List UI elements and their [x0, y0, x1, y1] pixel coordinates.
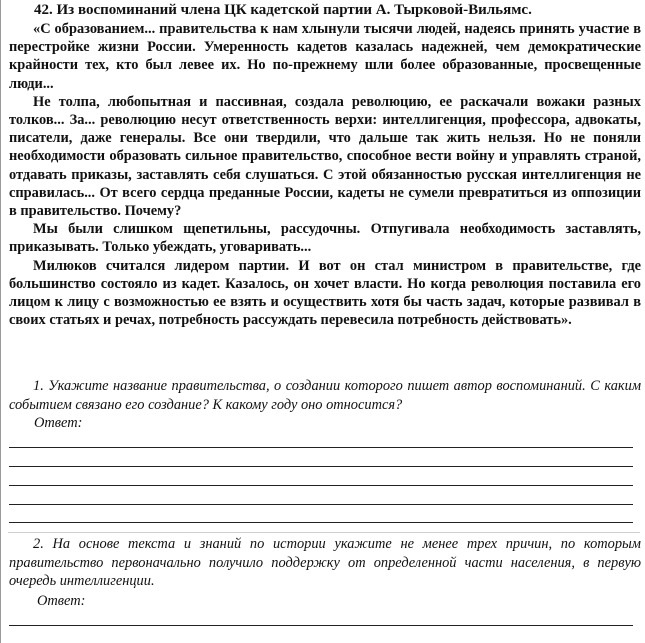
answer-line[interactable] — [9, 447, 633, 448]
source-paragraph: «С образованием... правительства к нам хлынули тысячи людей, надеясь принять участие в перестройке жизни России. Умеренность кадетов казалась надежней, чем демократические крайности тех, кто был левее их. Но по-прежнему шли более образованные, просвещенные люди... — [9, 21, 641, 92]
answer-label: Ответ: — [37, 593, 86, 609]
question-text: 2. На основе текста и знаний по истории укажите не менее трех причин, по которым правительство первоначально получило поддержку от определенной части населения, в первую очередь интеллигенции. — [9, 536, 641, 589]
question-1 — [9, 377, 641, 414]
source-text — [9, 20, 641, 329]
answer-line[interactable] — [9, 485, 633, 486]
section-divider — [8, 532, 640, 533]
source-paragraph: Мы были слишком щепетильны, рассудочны. Отпугивала необходимость заставлять, приказывать. Только убеждать, уговаривать... — [9, 221, 641, 256]
question-2 — [9, 535, 641, 591]
source-paragraph: Не толпа, любопытная и пассивная, создала революцию, ее раскачали вожаки разных толков... За... революцию несут ответственность верхи: интеллигенция, профессора, адвокаты, писатели, даже генералы. Все они твердили, что дальше так жить нельзя. Но не поняли необходимости образовать сильное правительство, способное вести войну и управлять страной, отдавать приказы, заставлять себя слушаться. С этой обязанностью русская интеллигенция не справилась... От всего сердца преданные России, кадеты не сумели превратиться из оппозиции в правительство. Почему? — [9, 93, 641, 220]
question-text: 1. Укажите название правительства, о создании которого пишет автор воспоминаний. С каким событием связано его создание? К какому году оно относится? — [9, 378, 641, 413]
answer-label: Ответ: — [34, 415, 83, 431]
answer-line[interactable] — [9, 466, 633, 467]
source-heading: 42. Из воспоминаний члена ЦК кадетской партии А. Тырковой-Вильямс. — [34, 2, 532, 18]
answer-line[interactable] — [9, 522, 633, 523]
answer-line[interactable] — [9, 625, 633, 626]
answer-line[interactable] — [9, 504, 633, 505]
source-paragraph: Милюков считался лидером партии. И вот он стал министром в правительстве, где большинство состояло из кадет. Казалось, он хочет власти. Но когда революция поставила его лицом к лицу с возможностью ее взять и осуществить хотя бы часть задач, которые развивал в своих статьях и речах, потребность рассуждать перевесила потребность действовать». — [9, 257, 641, 329]
